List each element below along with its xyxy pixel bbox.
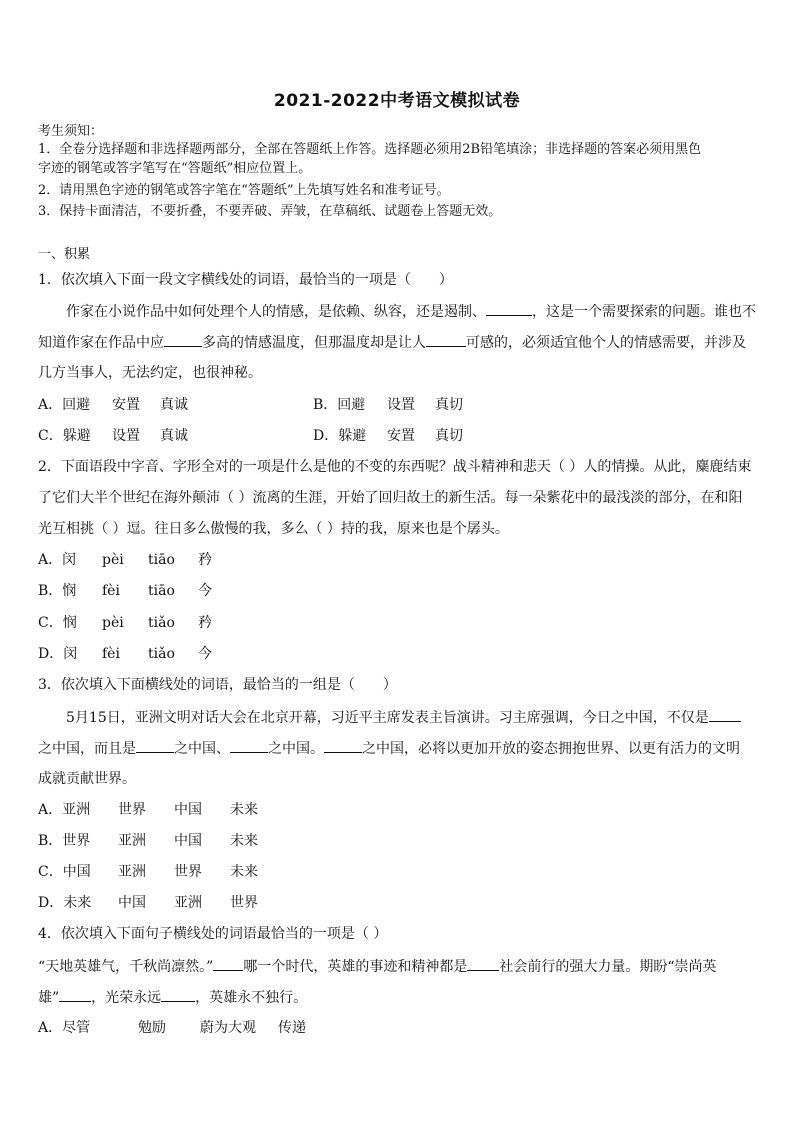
q3-option-a-word-1: 世界 (118, 802, 146, 818)
q4-text-2c: ，英雄永不独行。 (195, 990, 308, 1006)
q2-option-d-part-2: tiǎo (148, 646, 175, 662)
q1-option-c[interactable] (38, 426, 188, 446)
q1-blank-2 (164, 332, 202, 347)
q3-text-2c: 之中国。 (268, 741, 324, 757)
q1-option-a-label: A．回避 (38, 397, 91, 413)
q2-option-b[interactable] (38, 581, 212, 601)
notice-heading: 考生须知： (38, 124, 104, 139)
q2-option-c-label: C．悯 (38, 615, 77, 631)
q4-text-1c: 社会前行的强大力量。期盼“崇尚英 (499, 959, 717, 975)
q3-blank-2 (136, 738, 174, 753)
q3-blank-4 (324, 738, 362, 753)
q1-option-d-word-2: 真切 (435, 428, 463, 444)
notice-item-3: 3．保持卡面清洁，不要折叠，不要弄破、弄皱，在草稿纸、试题卷上答题无效。 (38, 204, 502, 219)
q4-text-1a: “天地英雄气，千秋尚凛然。” (38, 959, 214, 975)
q1-text-1a: 作家在小说作品中如何处理个人的情感，是依赖、纵容，还是遏制、 (66, 304, 486, 320)
q4-text-2a: 雄” (38, 990, 60, 1006)
q1-option-b[interactable] (313, 395, 463, 415)
q3-option-d-label: D．未来 (38, 895, 92, 911)
q2-stem-line-2: 了它们大半个世纪在海外颠沛（ ）流离的生涯，开始了回归故土的新生活。每一朵紫花中的最浅淡的部分，在和阳 (38, 490, 743, 506)
q3-option-b[interactable] (38, 831, 258, 851)
q3-option-c-word-3: 未来 (230, 864, 258, 880)
q1-text-2a: 知道作家在作品中应 (38, 335, 164, 351)
q4-text-1b: 哪一个时代，英雄的事迹和精神都是 (243, 959, 468, 975)
q1-text-2b: 多高的情感温度，但那温度却是让人 (202, 335, 426, 351)
q2-option-a[interactable] (38, 550, 212, 570)
q1-option-b-label: B．回避 (313, 397, 366, 413)
q1-blank-1 (486, 301, 532, 316)
q2-option-d[interactable] (38, 644, 212, 664)
q3-text-2b: 之中国、 (174, 741, 230, 757)
q3-option-c-label: C．中国 (38, 864, 91, 880)
q1-option-c-label: C．躲避 (38, 428, 91, 444)
q4-text-2b: ，光荣永远 (91, 990, 162, 1006)
q2-option-b-part-1: fèi (102, 583, 120, 599)
q4-option-a-word-1: 勉励 (138, 1020, 166, 1036)
q1-passage-line-1 (66, 301, 756, 322)
q4-option-a[interactable] (38, 1018, 306, 1038)
q1-option-a[interactable] (38, 395, 188, 415)
q3-option-d-word-3: 世界 (230, 895, 258, 911)
q3-option-d[interactable] (38, 893, 258, 913)
q3-option-b-word-2: 中国 (174, 833, 202, 849)
q3-text-2d: 之中国，必将以更加开放的姿态拥抱世界、以更有活力的文明 (362, 741, 740, 757)
q2-option-b-part-3: 今 (198, 583, 212, 599)
q1-option-a-word-2: 真诚 (160, 397, 188, 413)
q1-text-2c: 可感的，必须适宜他个人的情感需要，并涉及 (466, 335, 746, 351)
q1-blank-3 (426, 332, 466, 347)
q3-option-c[interactable] (38, 862, 258, 882)
q2-option-c-part-2: tiǎo (148, 615, 175, 631)
q3-stem: 3．依次填入下面横线处的词语，最恰当的一组是（ ） (38, 677, 397, 693)
q4-option-a-word-2: 蔚为大观 (200, 1020, 256, 1036)
q3-option-b-word-1: 亚洲 (118, 833, 146, 849)
q2-option-d-label: D．闵 (38, 646, 78, 662)
q3-text-1: 5月15日，亚洲文明对话大会在北京开幕，习近平主席发表主旨演讲。习主席强调，今日之中国，不仅是 (66, 710, 709, 726)
notice-item-1-line-1: 1．全卷分选择题和非选择题两部分，全部在答题纸上作答。选择题必须用2B铅笔填涂；非选择题的答案必须用黑色 (38, 142, 702, 157)
q2-option-d-part-1: fèi (102, 646, 120, 662)
q2-option-c[interactable] (38, 613, 212, 633)
q1-stem: 1．依次填入下面一段文字横线处的词语，最恰当的一项是（ ） (38, 272, 453, 288)
q1-option-b-word-2: 真切 (435, 397, 463, 413)
q2-stem-line-1: 2．下面语段中字音、字形全对的一项是什么是他的不变的东西呢？战斗精神和悲天（ ）人的情操。从此，麋鹿结束 (38, 459, 752, 475)
q2-option-c-part-3: 矜 (198, 615, 212, 631)
q1-option-c-word-2: 真诚 (160, 428, 188, 444)
q3-option-c-word-2: 世界 (174, 864, 202, 880)
q4-blank-4 (161, 987, 195, 1002)
q4-blank-1 (213, 956, 243, 971)
q1-option-d-label: D．躲避 (313, 428, 367, 444)
q2-option-b-label: B．悯 (38, 583, 77, 599)
q1-option-d-word-1: 安置 (387, 428, 415, 444)
q1-option-b-word-1: 设置 (387, 397, 415, 413)
q3-option-a-label: A．亚洲 (38, 802, 91, 818)
q3-option-d-word-1: 中国 (118, 895, 146, 911)
q3-option-d-word-2: 亚洲 (174, 895, 202, 911)
q2-option-a-part-2: tiāo (148, 552, 175, 568)
q4-stem: 4．依次填入下面句子横线处的词语最恰当的一项是（ ） (38, 926, 388, 942)
q3-passage-line-1 (66, 707, 741, 728)
q3-option-c-word-1: 亚洲 (118, 864, 146, 880)
q4-blank-2 (467, 956, 499, 971)
page-title: 2021-2022中考语文模拟试卷 (273, 91, 521, 111)
q3-option-b-word-3: 未来 (230, 833, 258, 849)
q3-passage-line-2 (38, 738, 740, 759)
q1-passage-line-3: 几方当事人，无法约定，也很神秘。 (38, 365, 262, 381)
q2-option-c-part-1: pèi (102, 615, 124, 631)
q3-passage-line-3: 成就贡献世界。 (38, 771, 136, 787)
q4-passage-line-2 (38, 987, 307, 1008)
q1-text-1b: ，这是一个需要探索的问题。谁也不 (532, 304, 756, 320)
q3-option-a-word-2: 中国 (174, 802, 202, 818)
q1-option-c-word-1: 设置 (112, 428, 140, 444)
q2-option-a-part-1: pèi (102, 552, 124, 568)
q2-option-b-part-2: tiāo (148, 583, 175, 599)
q2-stem-line-3: 光互相挑（ ）逗。往日多么傲慢的我，多么（ ）持的我，原来也是个孱头。 (38, 521, 509, 537)
q1-passage-line-2 (38, 332, 746, 353)
q4-blank-3 (59, 987, 91, 1002)
q4-option-a-word-3: 传递 (278, 1020, 306, 1036)
q4-option-a-label: A．尽管 (38, 1020, 91, 1036)
q2-option-d-part-3: 今 (198, 646, 212, 662)
section-heading: 一、积累 (38, 247, 91, 262)
q2-option-a-label: A．闵 (38, 552, 77, 568)
q1-option-d[interactable] (313, 426, 463, 446)
notice-item-2: 2．请用黑色字迹的钢笔或答字笔在“答题纸”上先填写姓名和准考证号。 (38, 183, 450, 198)
q4-passage-line-1 (38, 956, 717, 977)
q3-option-b-label: B．世界 (38, 833, 91, 849)
notice-item-1-line-2: 字迹的钢笔或答字笔写在“答题纸”相应位置上。 (38, 161, 312, 176)
q3-option-a[interactable] (38, 800, 258, 820)
q3-text-2a: 之中国，而且是 (38, 741, 136, 757)
q2-option-a-part-3: 矜 (198, 552, 212, 568)
q3-option-a-word-3: 未来 (230, 802, 258, 818)
q3-blank-3 (230, 738, 268, 753)
q1-option-a-word-1: 安置 (112, 397, 140, 413)
q3-blank-1 (709, 707, 741, 722)
